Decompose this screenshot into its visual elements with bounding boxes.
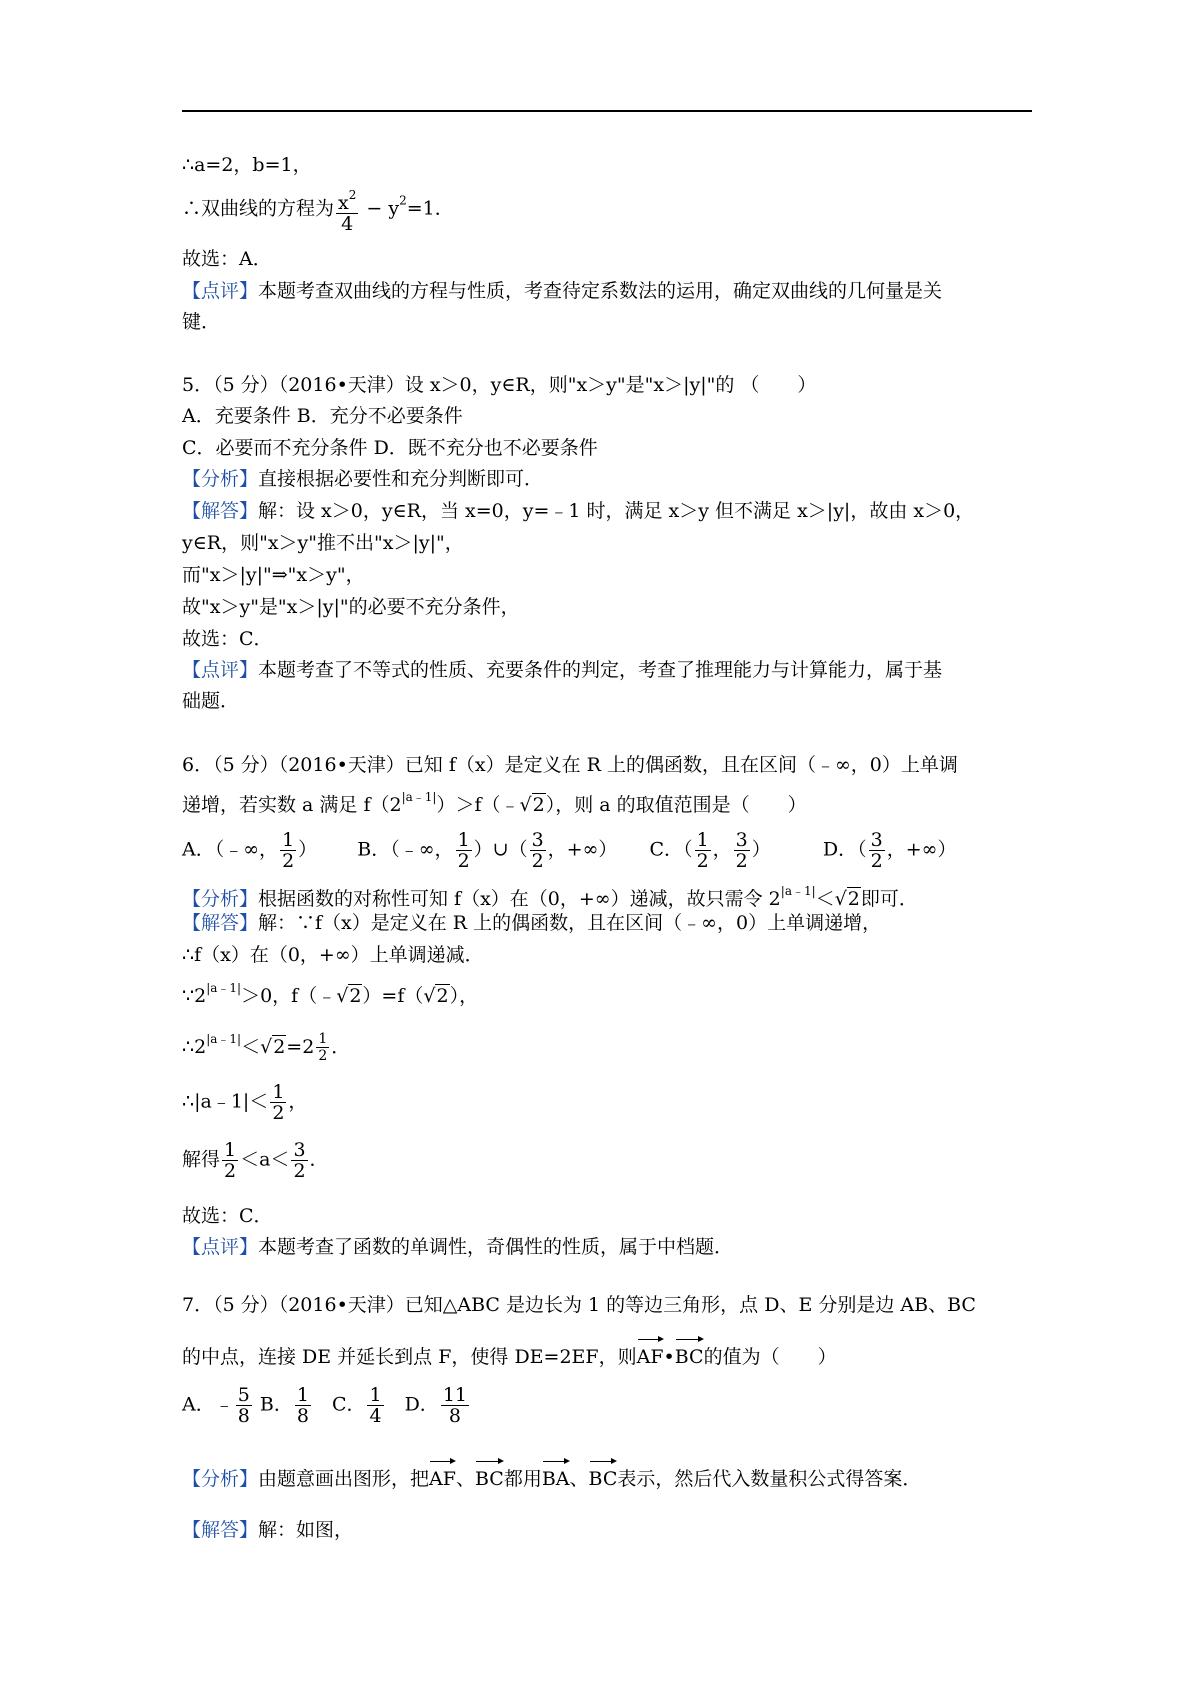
q6-options: A．（﹣∞， $\frac{1}{2}$ ） B．（﹣∞， $\frac{1}{2}$ ）∪（ $\frac{3}{2}$ ，+∞） C．（ $\frac{1}{2}$ ， $\frac{3}{2}$ ） D．（ $\frac{3}{2}$ ，+∞） [182, 829, 957, 872]
fraction: $\frac{5}{8}$ [237, 1384, 250, 1427]
q5-solution-2: y∈R，则"x＞y"推不出"x＞|y|"， [182, 532, 464, 554]
solution-tag: 【解答】 [182, 1519, 259, 1541]
fraction: $\frac{1}{2}$ [696, 829, 709, 872]
analysis-tag: 【分析】 [182, 888, 259, 910]
prev-line-1: ∴a=2，b=1， [182, 154, 312, 176]
q6-solution-3: $\because 2^{|a﹣1|}>0$，f（﹣√2）=f（√2）， [182, 981, 479, 1007]
prev-line-2: ∴双曲线的方程为 $\frac{x^2}{4}$ − $y^2=1$． [182, 185, 454, 234]
q5-solution-5: 故选：C． [182, 628, 273, 650]
q5-options-2: C．必要而不充分条件 D．既不充分也不必要条件 [182, 437, 598, 459]
q7-options: A．﹣ $\frac{5}{8}$ B． $\frac{1}{8}$ C． $\frac{1}{4}$ D． $\frac{11}{8}$ [182, 1384, 467, 1427]
q6-comment: 【点评】本题考查了函数的单调性，奇偶性的性质，属于中档题． [182, 1236, 734, 1258]
q6-solution-1: 【解答】解：∵f（x）是定义在 R 上的偶函数，且在区间（﹣∞，0）上单调递增， [182, 912, 882, 934]
solution-tag: 【解答】 [182, 912, 259, 934]
fraction: $\frac{1}{2}$ [457, 829, 470, 872]
prev-comment: 【点评】本题考查双曲线的方程与性质，考查待定系数法的运用，确定双曲线的几何量是关 [182, 280, 943, 302]
q6-stem-1: 6．（5 分）（2016•天津）已知 f（x）是定义在 R 上的偶函数，且在区间（﹣∞，0）上单调 [182, 754, 958, 776]
comment-tag: 【点评】 [182, 1236, 259, 1258]
q7-stem-1: 7．（5 分）（2016•天津）已知△ABC 是边长为 1 的等边三角形，点 D、E 分别是边 AB、BC [182, 1294, 976, 1316]
q7-solution: 【解答】解：如图， [182, 1519, 354, 1541]
fraction: $\frac{3}{2}$ [293, 1139, 306, 1182]
vector-bc: BC [675, 1336, 704, 1370]
fraction: $\frac{x^2}{4}$ [336, 185, 358, 234]
q6-solution-2: ∴f（x）在（0，+∞）上单调递减． [182, 944, 484, 966]
prev-comment-cont: 键． [182, 311, 221, 333]
q7-stem-2: 的中点，连接 DE 并延长到点 F，使得 DE=2EF，则AF•BC的值为（ ） [182, 1336, 837, 1370]
fraction: $\frac{1}{4}$ [369, 1384, 382, 1427]
q6-solution-5: ∴|a﹣1|＜ $\frac{1}{2}$ ， [182, 1081, 308, 1124]
comment-tag: 【点评】 [182, 659, 259, 681]
header-rule [182, 110, 1032, 112]
fraction: $\frac{1}{8}$ [296, 1384, 309, 1427]
q6-solution-4: $\therefore 2^{|a﹣1|}<√2=2$ $\frac{1}{2}$ ． [182, 1031, 351, 1064]
vector-ba: BA [542, 1458, 570, 1492]
fraction: $\frac{11}{8}$ [442, 1384, 467, 1427]
fraction: $\frac{3}{2}$ [531, 829, 544, 872]
fraction: $\frac{1}{2}$ [318, 1031, 328, 1064]
q6-stem-2: 递增，若实数 a 满足 $f(2^{|a﹣1|})>f(﹣√2)$，则 a 的取值范围是（ ） [182, 790, 807, 816]
q5-options-1: A．充要条件 B．充分不必要条件 [182, 405, 463, 427]
vector-af: AF [429, 1458, 456, 1492]
q5-solution-1: 【解答】解：设 x＞0，y∈R，当 x=0，y=﹣1 时，满足 x＞y 但不满足 x＞|y|，故由 x＞0， [182, 500, 975, 522]
vector-af: AF [637, 1336, 664, 1370]
q6-solution-7: 故选：C． [182, 1205, 273, 1227]
q5-solution-4: 故"x＞y"是"x＞|y|"的必要不充分条件， [182, 596, 520, 618]
solution-tag: 【解答】 [182, 500, 259, 522]
analysis-tag: 【分析】 [182, 468, 259, 490]
q5-stem: 5．（5 分）（2016•天津）设 x＞0，y∈R，则"x＞y"是"x＞|y|"的 （ ） [182, 374, 817, 396]
vector-bc: BC [475, 1458, 504, 1492]
q6-analysis: 【分析】根据函数的对称性可知 f（x）在（0，+∞）递减，故只需令 $2^{|a﹣1|}<√2$即可． [182, 884, 918, 910]
prev-line-3: 故选：A． [182, 248, 272, 270]
comment-tag: 【点评】 [182, 280, 259, 302]
q5-comment-cont: 础题． [182, 690, 240, 712]
fraction: $\frac{1}{2}$ [224, 1139, 237, 1182]
vector-bc: BC [589, 1458, 618, 1492]
fraction: $\frac{1}{2}$ [272, 1081, 285, 1124]
fraction: $\frac{1}{2}$ [282, 829, 295, 872]
analysis-tag: 【分析】 [182, 1468, 259, 1490]
q7-analysis: 【分析】由题意画出图形，把AF、BC都用BA、BC表示，然后代入数量积公式得答案． [182, 1458, 921, 1492]
q5-solution-3: 而"x＞|y|"⇒"x＞y"， [182, 564, 365, 586]
q5-analysis: 【分析】直接根据必要性和充分判断即可． [182, 468, 544, 490]
fraction: $\frac{3}{2}$ [870, 829, 883, 872]
q5-comment: 【点评】本题考查了不等式的性质、充要条件的判定，考查了推理能力与计算能力，属于基 [182, 659, 943, 681]
q6-solution-6: 解得 $\frac{1}{2}$ ＜a＜ $\frac{3}{2}$ ． [182, 1139, 329, 1182]
fraction: $\frac{3}{2}$ [735, 829, 748, 872]
